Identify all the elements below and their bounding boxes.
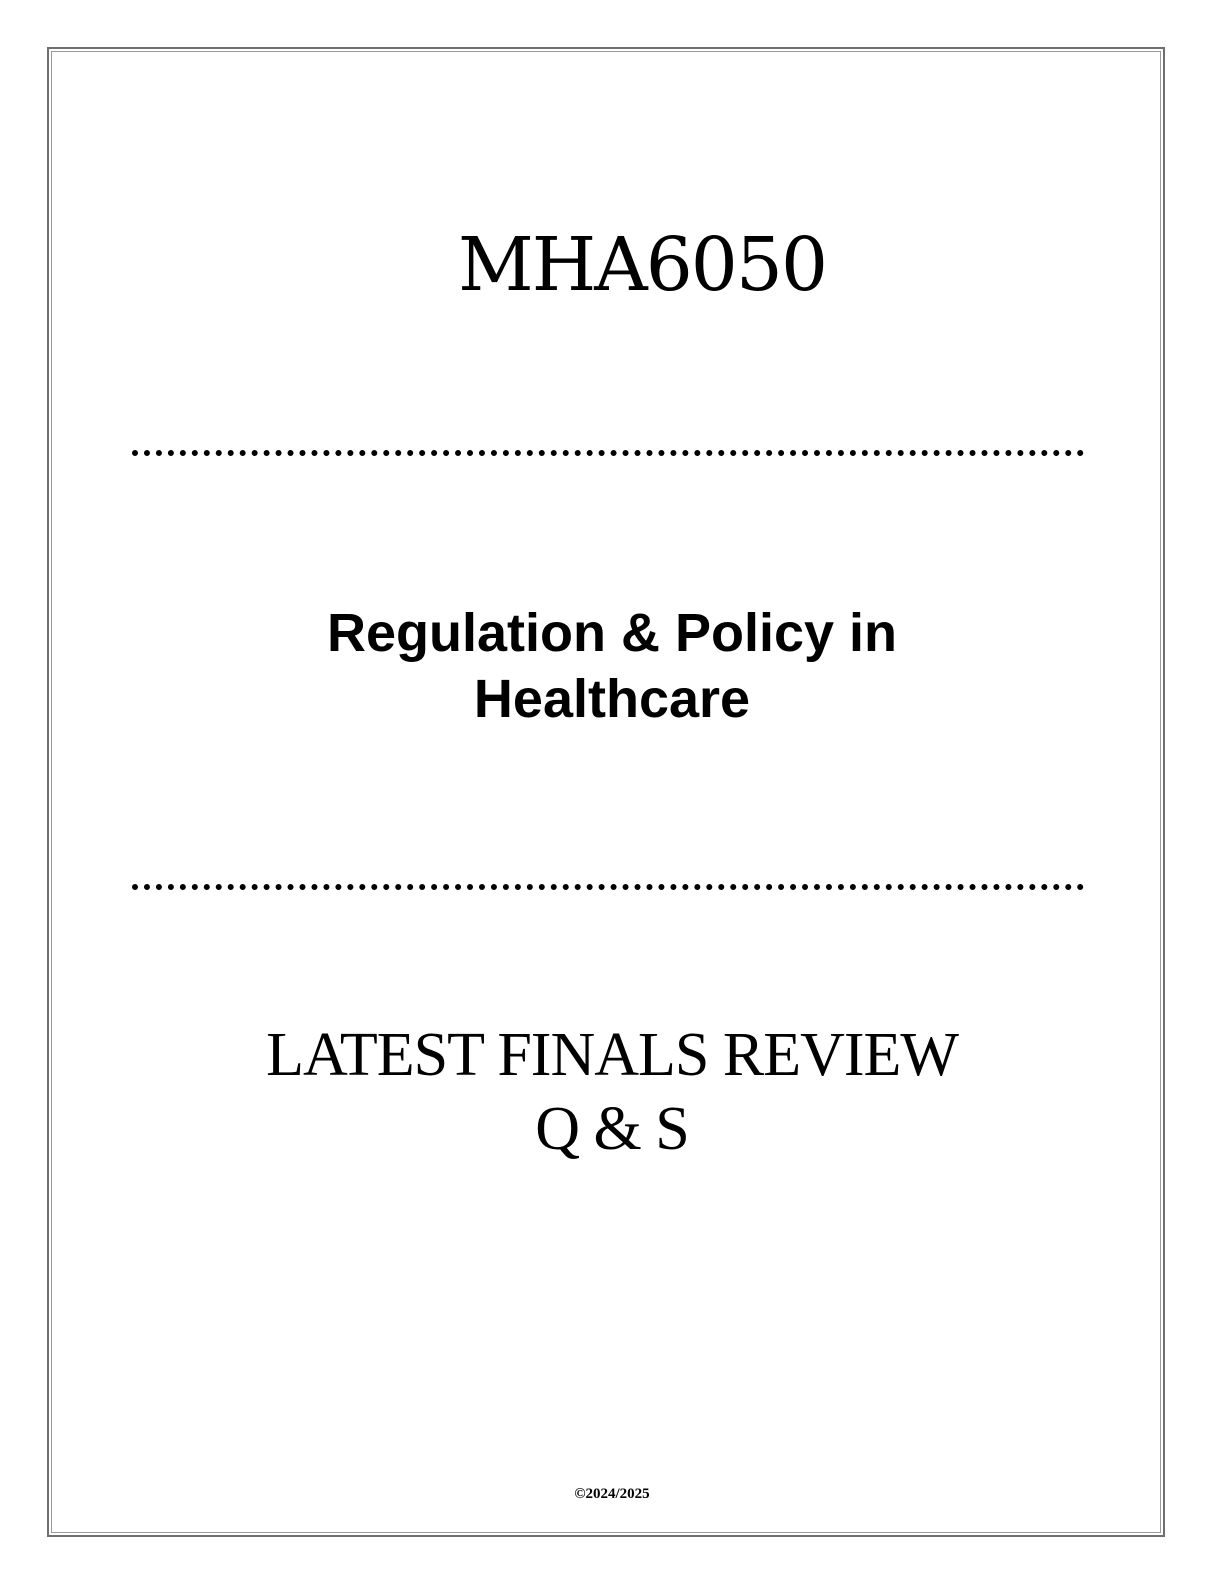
course-title — [0, 600, 1224, 732]
dotted-divider-top — [132, 450, 1084, 456]
course-title-line-2: Healthcare — [473, 669, 751, 729]
review-subtitle — [0, 1018, 1224, 1166]
review-subtitle-line-1: LATEST FINALS REVIEW — [266, 1021, 958, 1089]
dotted-divider-bottom — [132, 884, 1084, 890]
course-code: MHA6050 — [457, 222, 827, 308]
review-subtitle-line-2: Q & S — [535, 1095, 689, 1163]
course-title-line-1: Regulation & Policy in — [326, 603, 898, 663]
copyright-notice: ©2024/2025 — [574, 1486, 650, 1502]
